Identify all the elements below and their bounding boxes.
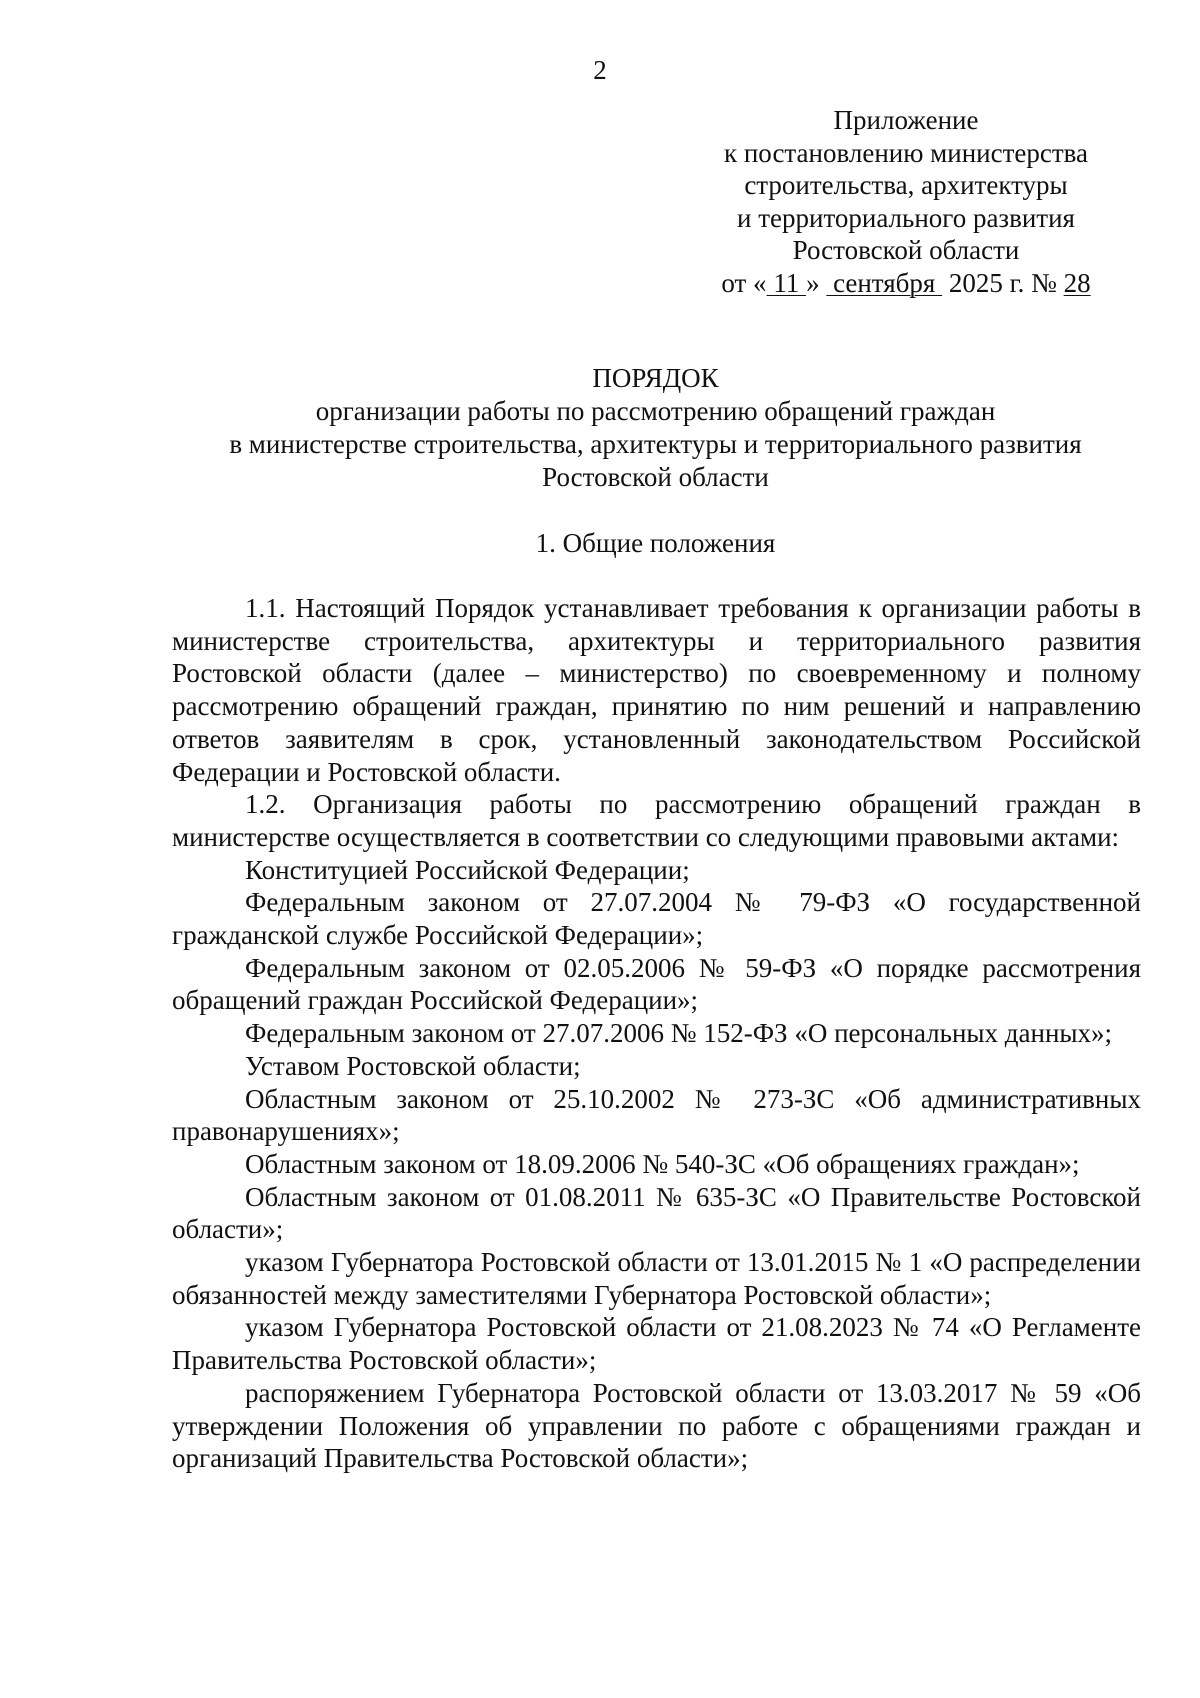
- section-heading: 1. Общие положения: [535, 528, 776, 558]
- paragraph: Федеральным законом от 27.07.2004 № 79-ФЗ «О государственной гражданской службе Российской Федерации»;: [172, 887, 1141, 951]
- paragraph: Федеральным законом от 27.07.2006 № 152-ФЗ «О персональных данных»;: [245, 1018, 1113, 1049]
- appendix-line: Приложение: [833, 105, 979, 135]
- title-line: в министерстве строительства, архитектуры и территориального развития: [229, 429, 1082, 459]
- date-prefix: от «: [721, 267, 767, 298]
- paragraph: Уставом Ростовской области;: [245, 1050, 581, 1081]
- appendix-block: [700, 104, 1112, 299]
- paragraph: Федеральным законом от 02.05.2006 № 59-ФЗ «О порядке рассмотрения обращений граждан Российской Федерации»;: [172, 952, 1141, 1016]
- paragraph: распоряжением Губернатора Ростовской области от 13.03.2017 № 59 «Об утверждении Положения об управлении по работе с обращениями граждан и организаций Правительства Ростовской области»;: [172, 1377, 1141, 1474]
- paragraph: 1.2. Организация работы по рассмотрению обращений граждан в министерстве осуществляется в соответствии со следующими правовыми актами:: [172, 789, 1141, 852]
- body-text: [172, 592, 1141, 1475]
- document-number: 28: [1063, 267, 1091, 298]
- paragraph: указом Губернатора Ростовской области от 21.08.2023 № 74 «О Регламенте Правительства Ростовской области»;: [172, 1312, 1141, 1376]
- date-year: 2025 г. №: [942, 267, 1064, 298]
- paragraph: 1.1. Настоящий Порядок устанавливает требования к организации работы в министерстве строительства, архитектуры и территориального развития Ростовской области (далее – министерство) по своевременному и полному рассмотрению обращений граждан, принятию по ним решений и направлению ответов заявителям в срок, установленный законодательством Российской Федерации и Ростовской области.: [172, 593, 1141, 787]
- appendix-line: и территориального развития: [737, 202, 1075, 233]
- paragraph: указом Губернатора Ростовской области от 13.01.2015 № 1 «О распределении обязанностей между заместителями Губернатора Ростовской области»;: [172, 1247, 1141, 1310]
- paragraph: Областным законом от 18.09.2006 № 540-ЗС «Об обращениях граждан»;: [245, 1148, 1080, 1179]
- appendix-line: Ростовской области: [792, 235, 1020, 265]
- paragraph: Областным законом от 25.10.2002 № 273-ЗС «Об административных правонарушениях»;: [172, 1083, 1141, 1147]
- page-number: 2: [593, 55, 607, 85]
- appendix-date-line: [700, 267, 1112, 300]
- title-line: Ростовской области: [542, 462, 769, 492]
- title-line: организации работы по рассмотрению обращений граждан: [315, 396, 996, 426]
- paragraph: Конституцией Российской Федерации;: [245, 854, 690, 885]
- appendix-line: к постановлению министерства: [723, 137, 1089, 168]
- paragraph: Областным законом от 01.08.2011 № 635-ЗС «О Правительстве Ростовской области»;: [172, 1181, 1141, 1245]
- date-month: сентября: [826, 267, 943, 298]
- date-day-close: »: [806, 267, 827, 298]
- appendix-line: строительства, архитектуры: [744, 170, 1068, 200]
- date-day: 11: [766, 267, 807, 298]
- title-heading: ПОРЯДОК: [592, 363, 719, 393]
- document-title: [0, 362, 1200, 494]
